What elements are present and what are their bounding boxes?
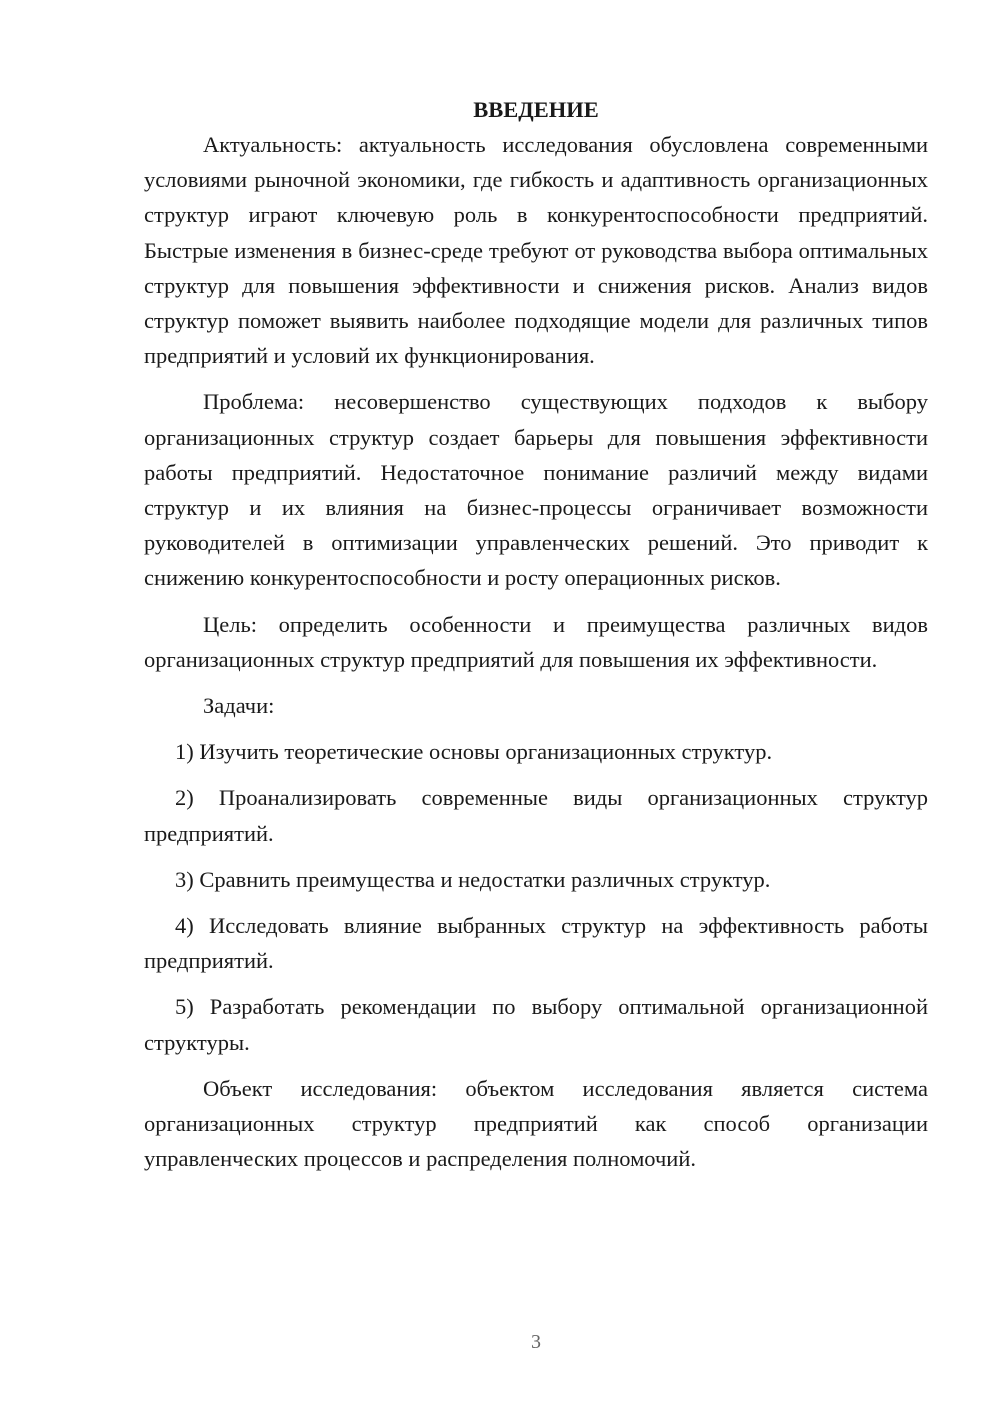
tasks-heading: Задачи: (203, 693, 275, 719)
task-item: 5) Разработать рекомендации по выбору оптимальной организационной структуры. (144, 994, 928, 1055)
page-number: 3 (531, 1331, 541, 1353)
task-item: 2) Проанализировать современные виды организационных структур предприятий. (144, 785, 928, 846)
section-title: ВВЕДЕНИЕ (473, 97, 599, 122)
paragraph-object: Объект исследования: объектом исследования является система организационных структур предприятий как способ организации управленческих процессов и распределения полномочий. (144, 1075, 928, 1172)
task-item: 4) Исследовать влияние выбранных структур на эффективность работы предприятий. (144, 913, 928, 974)
paragraph-goal: Цель: определить особенности и преимущества различных видов организационных структур предприятий для повышения их эффективности. (144, 611, 928, 672)
task-item: 1) Изучить теоретические основы организационных структур. (175, 739, 773, 765)
paragraph-relevance: Актуальность: актуальность исследования обусловлена современными условиями рыночной экономики, где гибкость и адаптивность организационных структур играют ключевую роль в конкурентоспособности предприятий. Быстрые изменения в бизнес-среде требуют от руководства выбора оптимальных структур для повышения эффективности и снижения рисков. Анализ видов структур поможет выявить наиболее подходящие модели для различных типов предприятий и условий их функционирования. (144, 132, 928, 369)
tasks-list (144, 734, 928, 1060)
task-item: 3) Сравнить преимущества и недостатки различных структур. (175, 866, 771, 892)
document-page (144, 92, 928, 1187)
paragraph-problem: Проблема: несовершенство существующих подходов к выбору организационных структур создает барьеры для повышения эффективности работы предприятий. Недостаточное понимание различий между видами структур и их влияния на бизнес-процессы ограничивает возможности руководителей в оптимизации управленческих решений. Это приводит к снижению конкурентоспособности и росту операционных рисков. (144, 389, 928, 591)
